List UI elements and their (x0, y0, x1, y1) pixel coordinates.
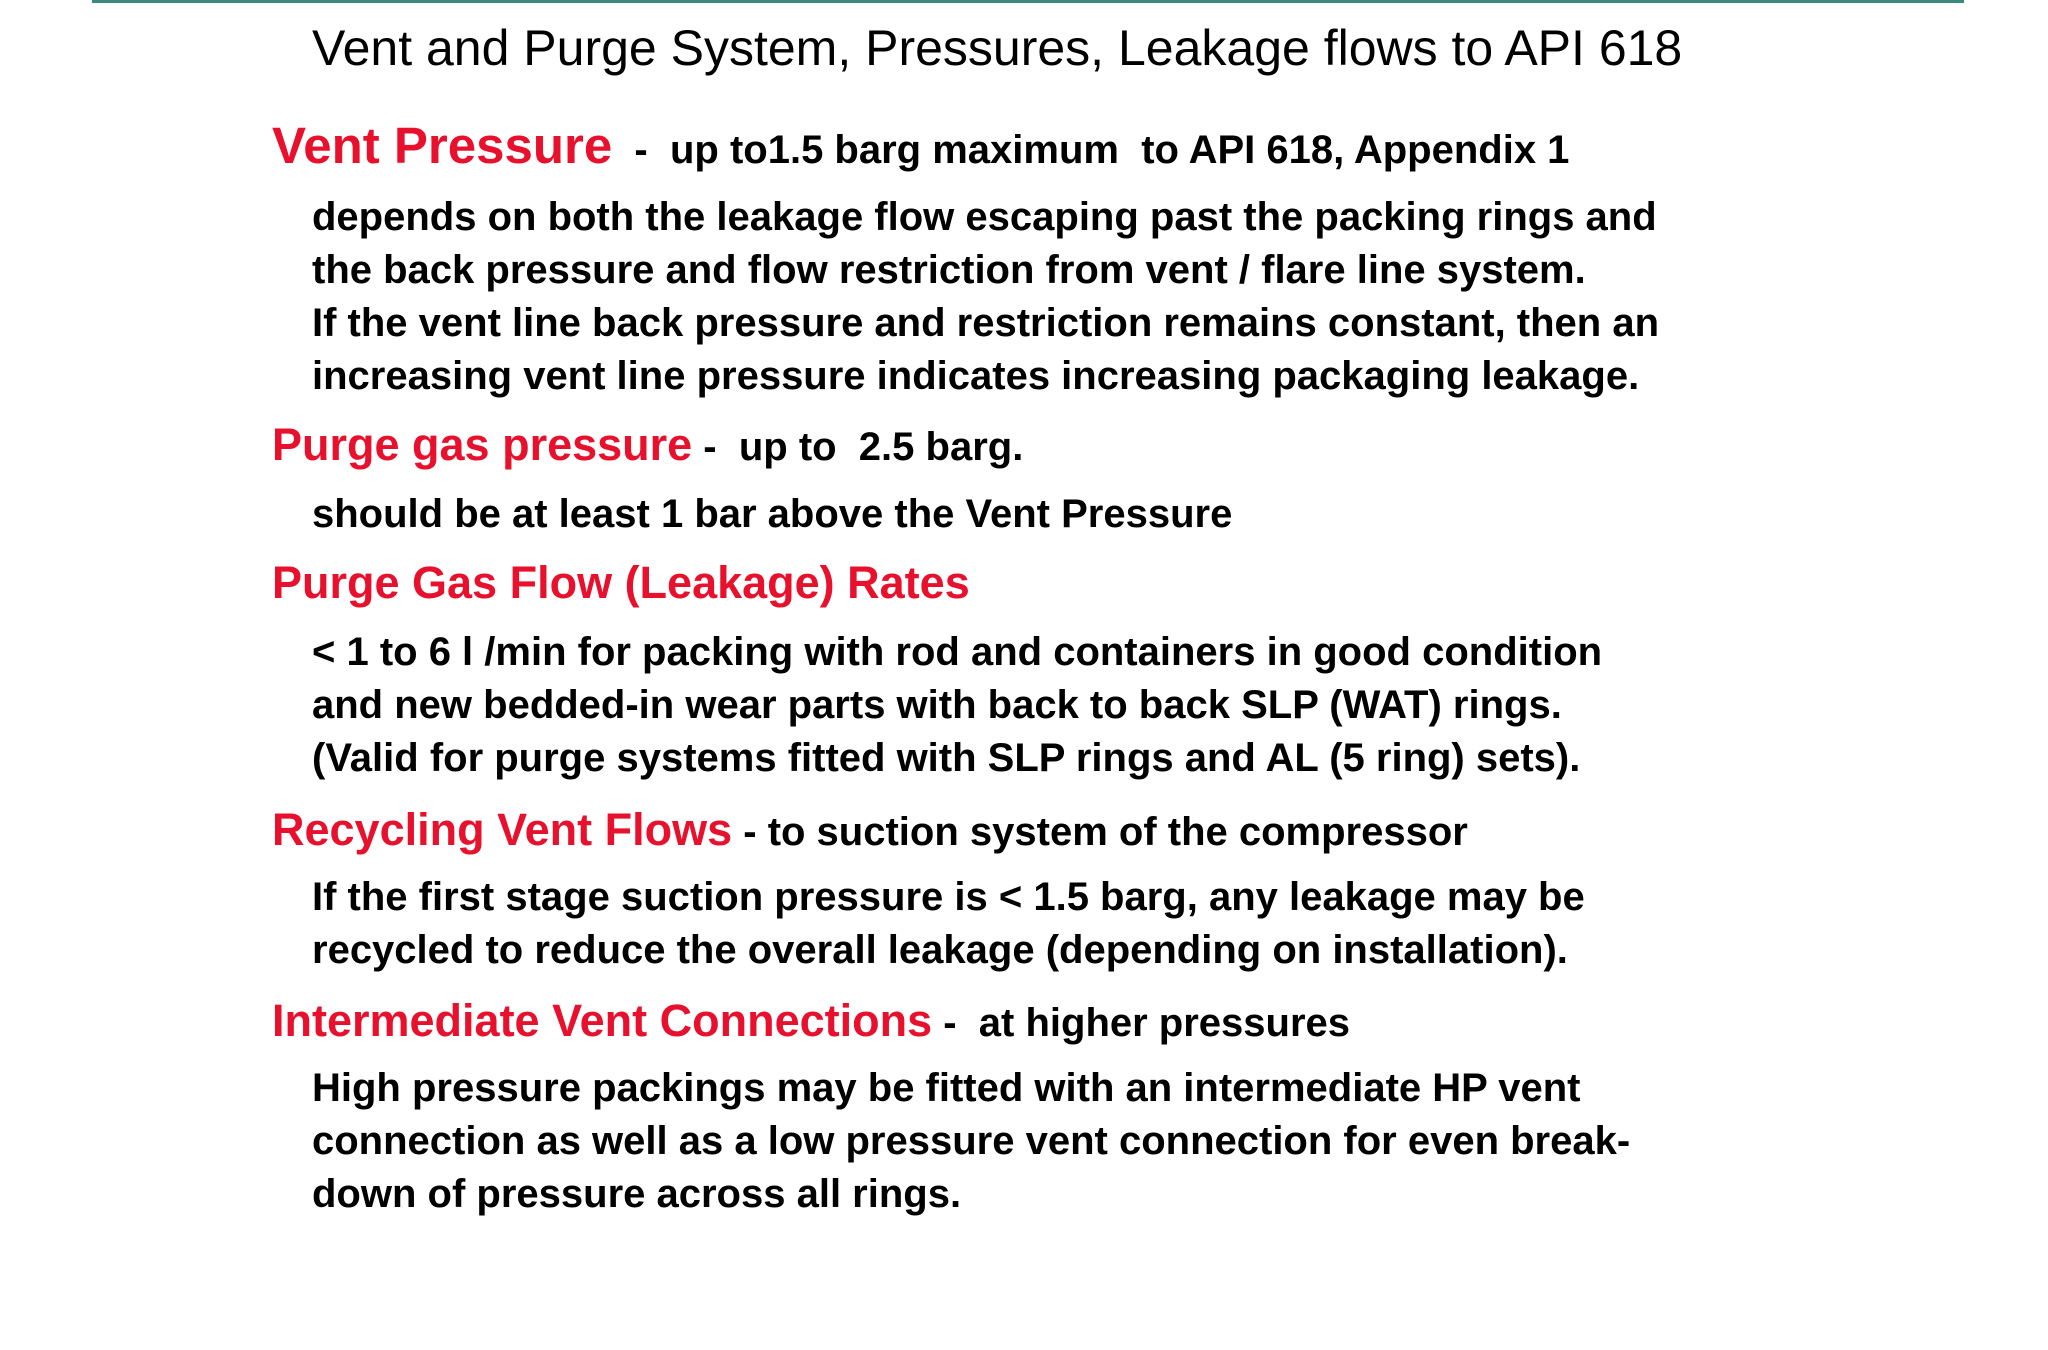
heading-detail: - up to 2.5 barg. (692, 425, 1024, 469)
section-heading-purge-gas-flow-rates (272, 557, 970, 609)
body-line: If the vent line back pressure and restriction remains constant, then an (312, 301, 1660, 345)
heading-detail: - at higher pressures (932, 1001, 1351, 1045)
section-body-recycling-vent-flows (312, 871, 1585, 977)
heading-detail: - up to1.5 barg maximum to API 618, Appendix 1 (612, 128, 1570, 172)
body-line: High pressure packings may be fitted with an intermediate HP vent (312, 1066, 1581, 1110)
body-line: increasing vent line pressure indicates increasing packaging leakage. (312, 354, 1640, 398)
section-heading-recycling-vent-flows (272, 804, 1468, 856)
heading-label: Purge gas pressure (272, 419, 693, 470)
body-line: and new bedded-in wear parts with back to back SLP (WAT) rings. (312, 683, 1562, 727)
body-line: recycled to reduce the overall leakage (depending on installation). (312, 928, 1568, 972)
heading-label: Intermediate Vent Connections (272, 995, 933, 1046)
body-line: (Valid for purge systems fitted with SLP rings and AL (5 ring) sets). (312, 736, 1581, 780)
body-line: should be at least 1 bar above the Vent Pressure (312, 492, 1233, 536)
heading-label: Purge Gas Flow (Leakage) Rates (272, 557, 970, 608)
heading-label: Recycling Vent Flows (272, 804, 733, 855)
section-body-intermediate-vent-connections (312, 1062, 1630, 1221)
section-heading-purge-gas-pressure (272, 419, 1023, 471)
body-line: the back pressure and flow restriction from vent / flare line system. (312, 248, 1586, 292)
section-body-vent-pressure (312, 191, 1659, 403)
body-line: down of pressure across all rings. (312, 1172, 962, 1216)
slide-title: Vent and Purge System, Pressures, Leakage flows to API 618 (312, 20, 1683, 76)
body-line: connection as well as a low pressure vent connection for even break- (312, 1119, 1631, 1163)
top-divider-line (92, 0, 1964, 3)
heading-label: Vent Pressure (272, 117, 613, 174)
section-body-purge-gas-pressure (312, 488, 1232, 541)
heading-detail: - to suction system of the compressor (732, 810, 1468, 854)
section-heading-intermediate-vent-connections (272, 995, 1350, 1047)
body-line: < 1 to 6 l /min for packing with rod and containers in good condition (312, 630, 1603, 674)
section-body-purge-gas-flow-rates (312, 626, 1602, 785)
body-line: If the first stage suction pressure is < 1.5 barg, any leakage may be (312, 875, 1585, 919)
body-line: depends on both the leakage flow escaping past the packing rings and (312, 195, 1657, 239)
section-heading-vent-pressure (272, 116, 1569, 175)
